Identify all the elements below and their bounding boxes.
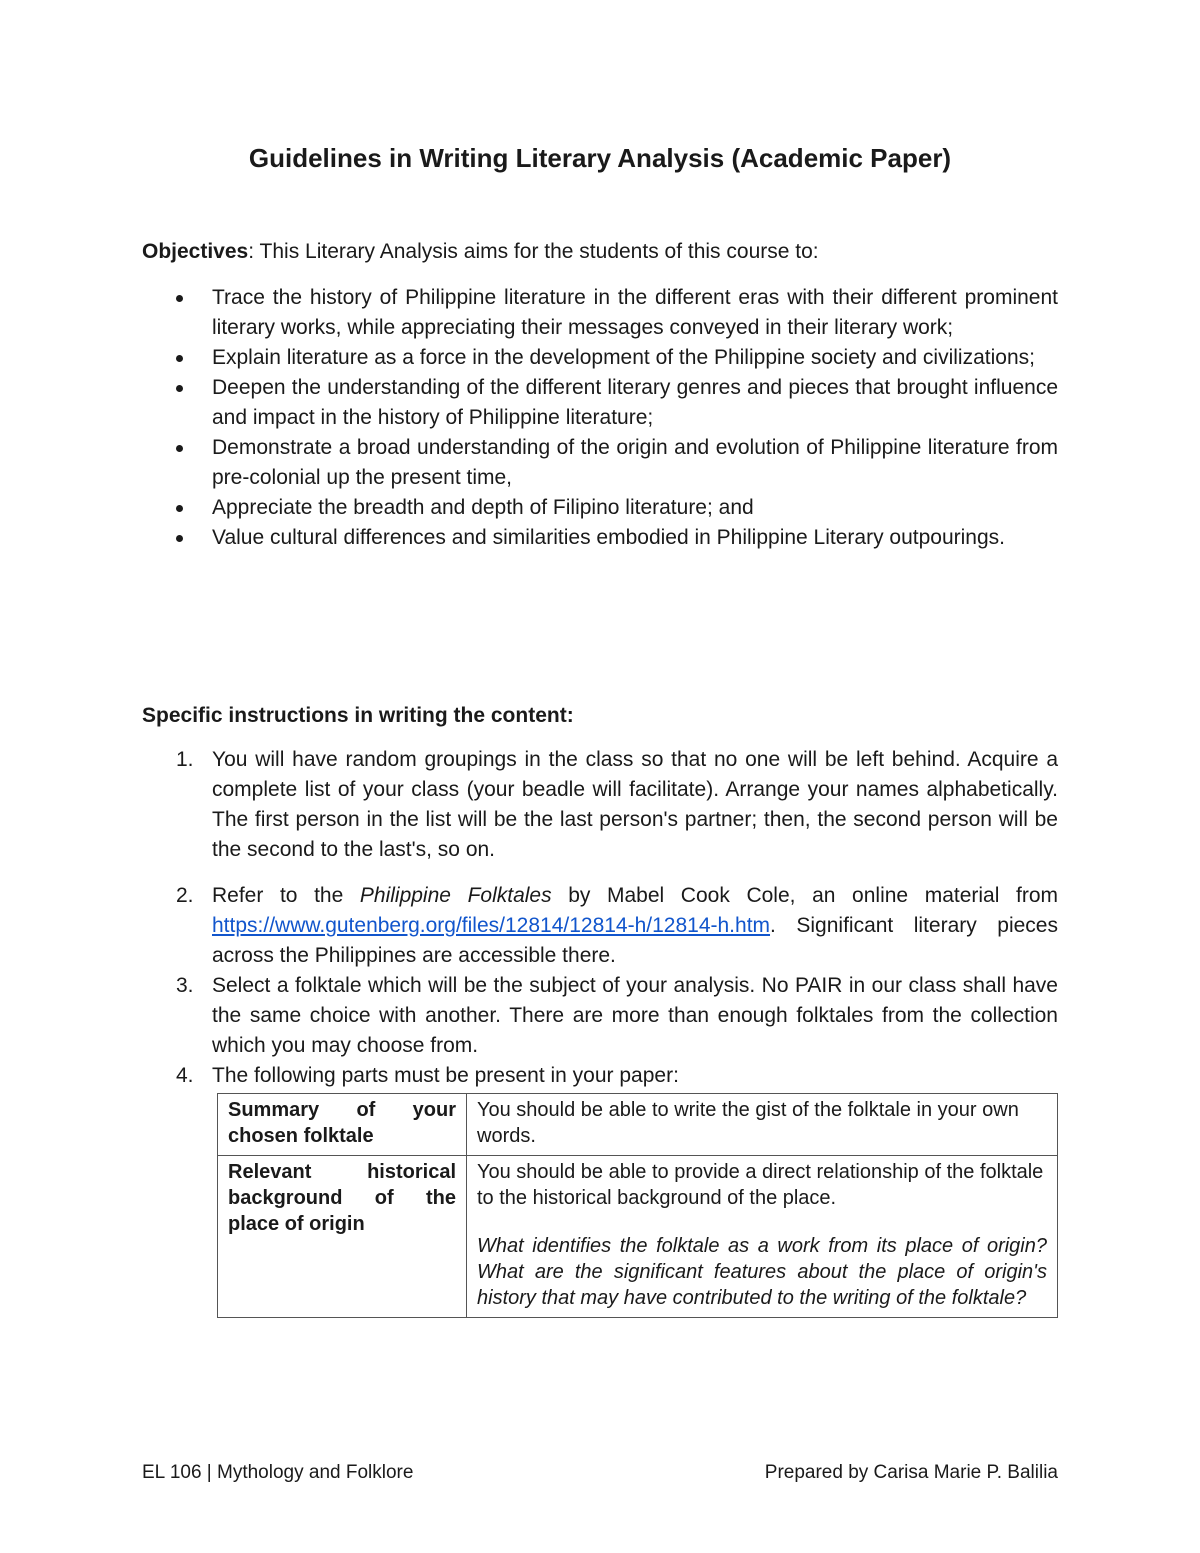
gutenberg-link[interactable]: https://www.gutenberg.org/files/12814/12814-h/12814-h.htm (212, 914, 771, 937)
objectives-label: Objectives (142, 240, 249, 263)
table-row (218, 1156, 1058, 1318)
instruction-steps (142, 745, 1058, 1091)
document-title: Guidelines in Writing Literary Analysis (Academic Paper) (248, 143, 952, 173)
part-description: You should be able to write the gist of the folktale in your own words. (467, 1094, 1058, 1156)
instruction-step-2: 2. Refer to the Philippine Folktales by Mabel Cook Cole, an online material from https://www.gutenberg.org/files/12814/12814-h/12814-h.htm. Significant literary pieces across the Philippines are accessible there. (176, 884, 1059, 967)
paper-parts-table (217, 1093, 1058, 1318)
bullet-icon (176, 535, 183, 542)
objective-item: Explain literature as a force in the development of the Philippine society and civilizations; (142, 343, 1058, 373)
objective-item: Demonstrate a broad understanding of the origin and evolution of Philippine literature from pre-colonial up the present time, (142, 433, 1058, 493)
book-title: Philippine Folktales (359, 884, 552, 907)
bullet-icon (176, 355, 183, 362)
objective-item: Deepen the understanding of the different literary genres and pieces that brought influence and impact in the history of Philippine literature; (142, 373, 1058, 433)
part-description: You should be able to provide a direct relationship of the folktale to the historical background of the place. What identifies the folktale as a work from its place of origin? What are the significant features about the place of origin's history that may have contributed to the writing of the folktale? (467, 1156, 1058, 1318)
table-row (218, 1094, 1058, 1156)
part-name: Relevant historical background of the place of origin (218, 1156, 467, 1318)
objective-item: Appreciate the breadth and depth of Filipino literature; and (142, 493, 1058, 523)
specific-instructions-heading: Specific instructions in writing the content: (142, 704, 574, 727)
bullet-icon (176, 385, 183, 392)
part-name: Summary of your chosen folktale (218, 1094, 467, 1156)
objectives-list (142, 283, 1058, 553)
footer-course: EL 106 | Mythology and Folklore (142, 1462, 414, 1483)
instruction-step-4: 4. The following parts must be present in your paper: (176, 1064, 679, 1087)
bullet-icon (176, 445, 183, 452)
bullet-icon (176, 505, 183, 512)
guiding-question: What identifies the folktale as a work from its place of origin? What are the significant features about the place of origin's history that may have contributed to the writing of the folktale? (477, 1235, 1047, 1309)
objective-item: Trace the history of Philippine literature in the different eras with their different prominent literary works, while appreciating their messages conveyed in their literary work; (142, 283, 1058, 343)
objective-item: Value cultural differences and similarities embodied in Philippine Literary outpourings. (142, 523, 1058, 553)
instruction-step-3: 3. Select a folktale which will be the subject of your analysis. No PAIR in our class shall have the same choice with another. There are more than enough folktales from the collection which you may choose from. (176, 974, 1058, 1057)
objectives-intro (142, 237, 1058, 267)
bullet-icon (176, 295, 183, 302)
footer-author: Prepared by Carisa Marie P. Balilia (764, 1462, 1058, 1483)
instruction-step-1: 1. You will have random groupings in the class so that no one will be left behind. Acquire a complete list of your class (your beadle will facilitate). Arrange your names alphabetically. The first person in the list will be the last person's partner; then, the second person will be the second to the last's, so on. (176, 748, 1058, 861)
objectives-text: : This Literary Analysis aims for the students of this course to: (248, 240, 819, 263)
